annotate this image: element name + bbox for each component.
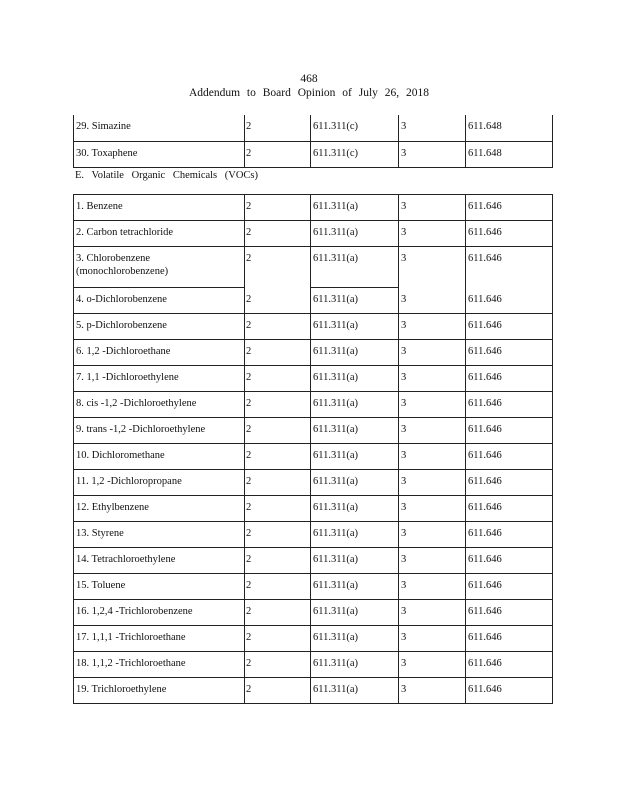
chemical-name-cell: 29. Simazine (74, 115, 245, 141)
column-2-cell: 2 (245, 195, 311, 221)
table-row (74, 626, 553, 652)
column-4-cell: 3 (399, 678, 466, 704)
chemical-name-cell: 3. Chlorobenzene (monochlorobenzene) (74, 247, 245, 288)
chemical-name-cell: 6. 1,2 -Dichloroethane (74, 340, 245, 366)
column-4-cell: 3 (399, 574, 466, 600)
table-row (74, 548, 553, 574)
table-row (74, 288, 553, 314)
column-4-cell: 3 (399, 548, 466, 574)
method-reference-cell: 611.646 (466, 418, 553, 444)
column-2-cell: 2 (245, 141, 311, 167)
column-2-cell: 2 (245, 115, 311, 141)
column-2-cell: 2 (245, 652, 311, 678)
chemical-name-cell: 16. 1,2,4 -Trichlorobenzene (74, 600, 245, 626)
column-4-cell: 3 (399, 314, 466, 340)
table-row (74, 600, 553, 626)
chemical-name-cell: 11. 1,2 -Dichloropropane (74, 470, 245, 496)
chemical-name-cell: 7. 1,1 -Dichloroethylene (74, 366, 245, 392)
column-4-cell: 3 (399, 221, 466, 247)
section-reference-cell: 611.311(a) (311, 392, 399, 418)
chemical-name-cell: 4. o-Dichlorobenzene (74, 288, 245, 314)
section-reference-cell: 611.311(a) (311, 574, 399, 600)
method-reference-cell: 611.646 (466, 314, 553, 340)
column-4-cell: 3 (399, 626, 466, 652)
method-reference-cell: 611.646 (466, 522, 553, 548)
column-2-cell: 2 (245, 340, 311, 366)
column-4-cell: 3 (399, 444, 466, 470)
chemical-name-cell: 17. 1,1,1 -Trichloroethane (74, 626, 245, 652)
section-heading: E. Volatile Organic Chemicals (VOCs) (75, 170, 259, 181)
section-reference-cell: 611.311(a) (311, 470, 399, 496)
chemical-name-cell: 14. Tetrachloroethylene (74, 548, 245, 574)
method-reference-cell: 611.646 (466, 496, 553, 522)
table-row (74, 652, 553, 678)
chemical-name-cell: 9. trans -1,2 -Dichloroethylene (74, 418, 245, 444)
table-row (74, 470, 553, 496)
table-row (74, 444, 553, 470)
table-row (74, 141, 553, 167)
method-reference-cell: 611.646 (466, 366, 553, 392)
chemical-name-cell: 15. Toluene (74, 574, 245, 600)
section-reference-cell: 611.311(a) (311, 288, 399, 314)
section-reference-cell: 611.311(a) (311, 221, 399, 247)
method-reference-cell: 611.646 (466, 678, 553, 704)
column-2-cell: 2 (245, 600, 311, 626)
column-2-cell: 2 (245, 678, 311, 704)
column-4-cell: 3 (399, 247, 466, 288)
column-2-cell: 2 (245, 366, 311, 392)
chemical-name-cell: 8. cis -1,2 -Dichloroethylene (74, 392, 245, 418)
method-reference-cell: 611.646 (466, 221, 553, 247)
chemical-name-cell: 30. Toxaphene (74, 141, 245, 167)
method-reference-cell: 611.646 (466, 247, 553, 288)
column-4-cell: 3 (399, 340, 466, 366)
chemical-name-cell: 13. Styrene (74, 522, 245, 548)
column-2-cell: 2 (245, 288, 311, 314)
column-4-cell: 3 (399, 115, 466, 141)
method-reference-cell: 611.648 (466, 115, 553, 141)
section-reference-cell: 611.311(a) (311, 600, 399, 626)
column-4-cell: 3 (399, 470, 466, 496)
method-reference-cell: 611.646 (466, 626, 553, 652)
table-row (74, 221, 553, 247)
column-4-cell: 3 (399, 392, 466, 418)
method-reference-cell: 611.646 (466, 392, 553, 418)
table-row (74, 340, 553, 366)
table-row (74, 678, 553, 704)
method-reference-cell: 611.646 (466, 600, 553, 626)
column-2-cell: 2 (245, 444, 311, 470)
chemical-name-cell: 19. Trichloroethylene (74, 678, 245, 704)
table-row (74, 574, 553, 600)
method-reference-cell: 611.646 (466, 652, 553, 678)
column-2-cell: 2 (245, 548, 311, 574)
table-row (74, 522, 553, 548)
chemical-name-cell: 1. Benzene (74, 195, 245, 221)
column-4-cell: 3 (399, 366, 466, 392)
section-reference-cell: 611.311(a) (311, 678, 399, 704)
section-reference-cell: 611.311(a) (311, 314, 399, 340)
column-2-cell: 2 (245, 522, 311, 548)
column-2-cell: 2 (245, 221, 311, 247)
section-reference-cell: 611.311(a) (311, 444, 399, 470)
section-reference-cell: 611.311(a) (311, 522, 399, 548)
column-4-cell: 3 (399, 652, 466, 678)
column-4-cell: 3 (399, 522, 466, 548)
method-reference-cell: 611.646 (466, 470, 553, 496)
column-2-cell: 2 (245, 418, 311, 444)
column-2-cell: 2 (245, 496, 311, 522)
section-reference-cell: 611.311(c) (311, 141, 399, 167)
method-reference-cell: 611.646 (466, 574, 553, 600)
section-reference-cell: 611.311(a) (311, 496, 399, 522)
method-reference-cell: 611.646 (466, 195, 553, 221)
table-row (74, 247, 553, 288)
table-row (74, 392, 553, 418)
column-4-cell: 3 (399, 418, 466, 444)
chemical-name-cell: 10. Dichloromethane (74, 444, 245, 470)
section-reference-cell: 611.311(a) (311, 195, 399, 221)
column-2-cell: 2 (245, 314, 311, 340)
column-4-cell: 3 (399, 141, 466, 167)
column-2-cell: 2 (245, 247, 311, 288)
column-4-cell: 3 (399, 288, 466, 314)
section-reference-cell: 611.311(a) (311, 418, 399, 444)
chemical-name-cell: 18. 1,1,2 -Trichloroethane (74, 652, 245, 678)
section-reference-cell: 611.311(a) (311, 548, 399, 574)
chemical-name-cell: 5. p-Dichlorobenzene (74, 314, 245, 340)
section-reference-cell: 611.311(a) (311, 652, 399, 678)
column-2-cell: 2 (245, 574, 311, 600)
method-reference-cell: 611.646 (466, 340, 553, 366)
method-reference-cell: 611.646 (466, 444, 553, 470)
table-continued (73, 115, 553, 168)
method-reference-cell: 611.648 (466, 141, 553, 167)
table-row (74, 366, 553, 392)
column-4-cell: 3 (399, 496, 466, 522)
column-4-cell: 3 (399, 600, 466, 626)
section-reference-cell: 611.311(a) (311, 626, 399, 652)
voc-table (73, 194, 553, 704)
page-number: 468 (300, 73, 318, 85)
method-reference-cell: 611.646 (466, 288, 553, 314)
table-row (74, 418, 553, 444)
table-row (74, 314, 553, 340)
method-reference-cell: 611.646 (466, 548, 553, 574)
column-4-cell: 3 (399, 195, 466, 221)
chemical-name-cell: 2. Carbon tetrachloride (74, 221, 245, 247)
column-2-cell: 2 (245, 626, 311, 652)
table-row (74, 496, 553, 522)
table-row (74, 195, 553, 221)
section-reference-cell: 611.311(c) (311, 115, 399, 141)
chemical-name-cell: 12. Ethylbenzene (74, 496, 245, 522)
column-2-cell: 2 (245, 470, 311, 496)
section-reference-cell: 611.311(a) (311, 366, 399, 392)
section-reference-cell: 611.311(a) (311, 247, 399, 288)
page-subtitle: Addendum to Board Opinion of July 26, 2018 (188, 87, 430, 99)
column-2-cell: 2 (245, 392, 311, 418)
table-row (74, 115, 553, 141)
section-reference-cell: 611.311(a) (311, 340, 399, 366)
